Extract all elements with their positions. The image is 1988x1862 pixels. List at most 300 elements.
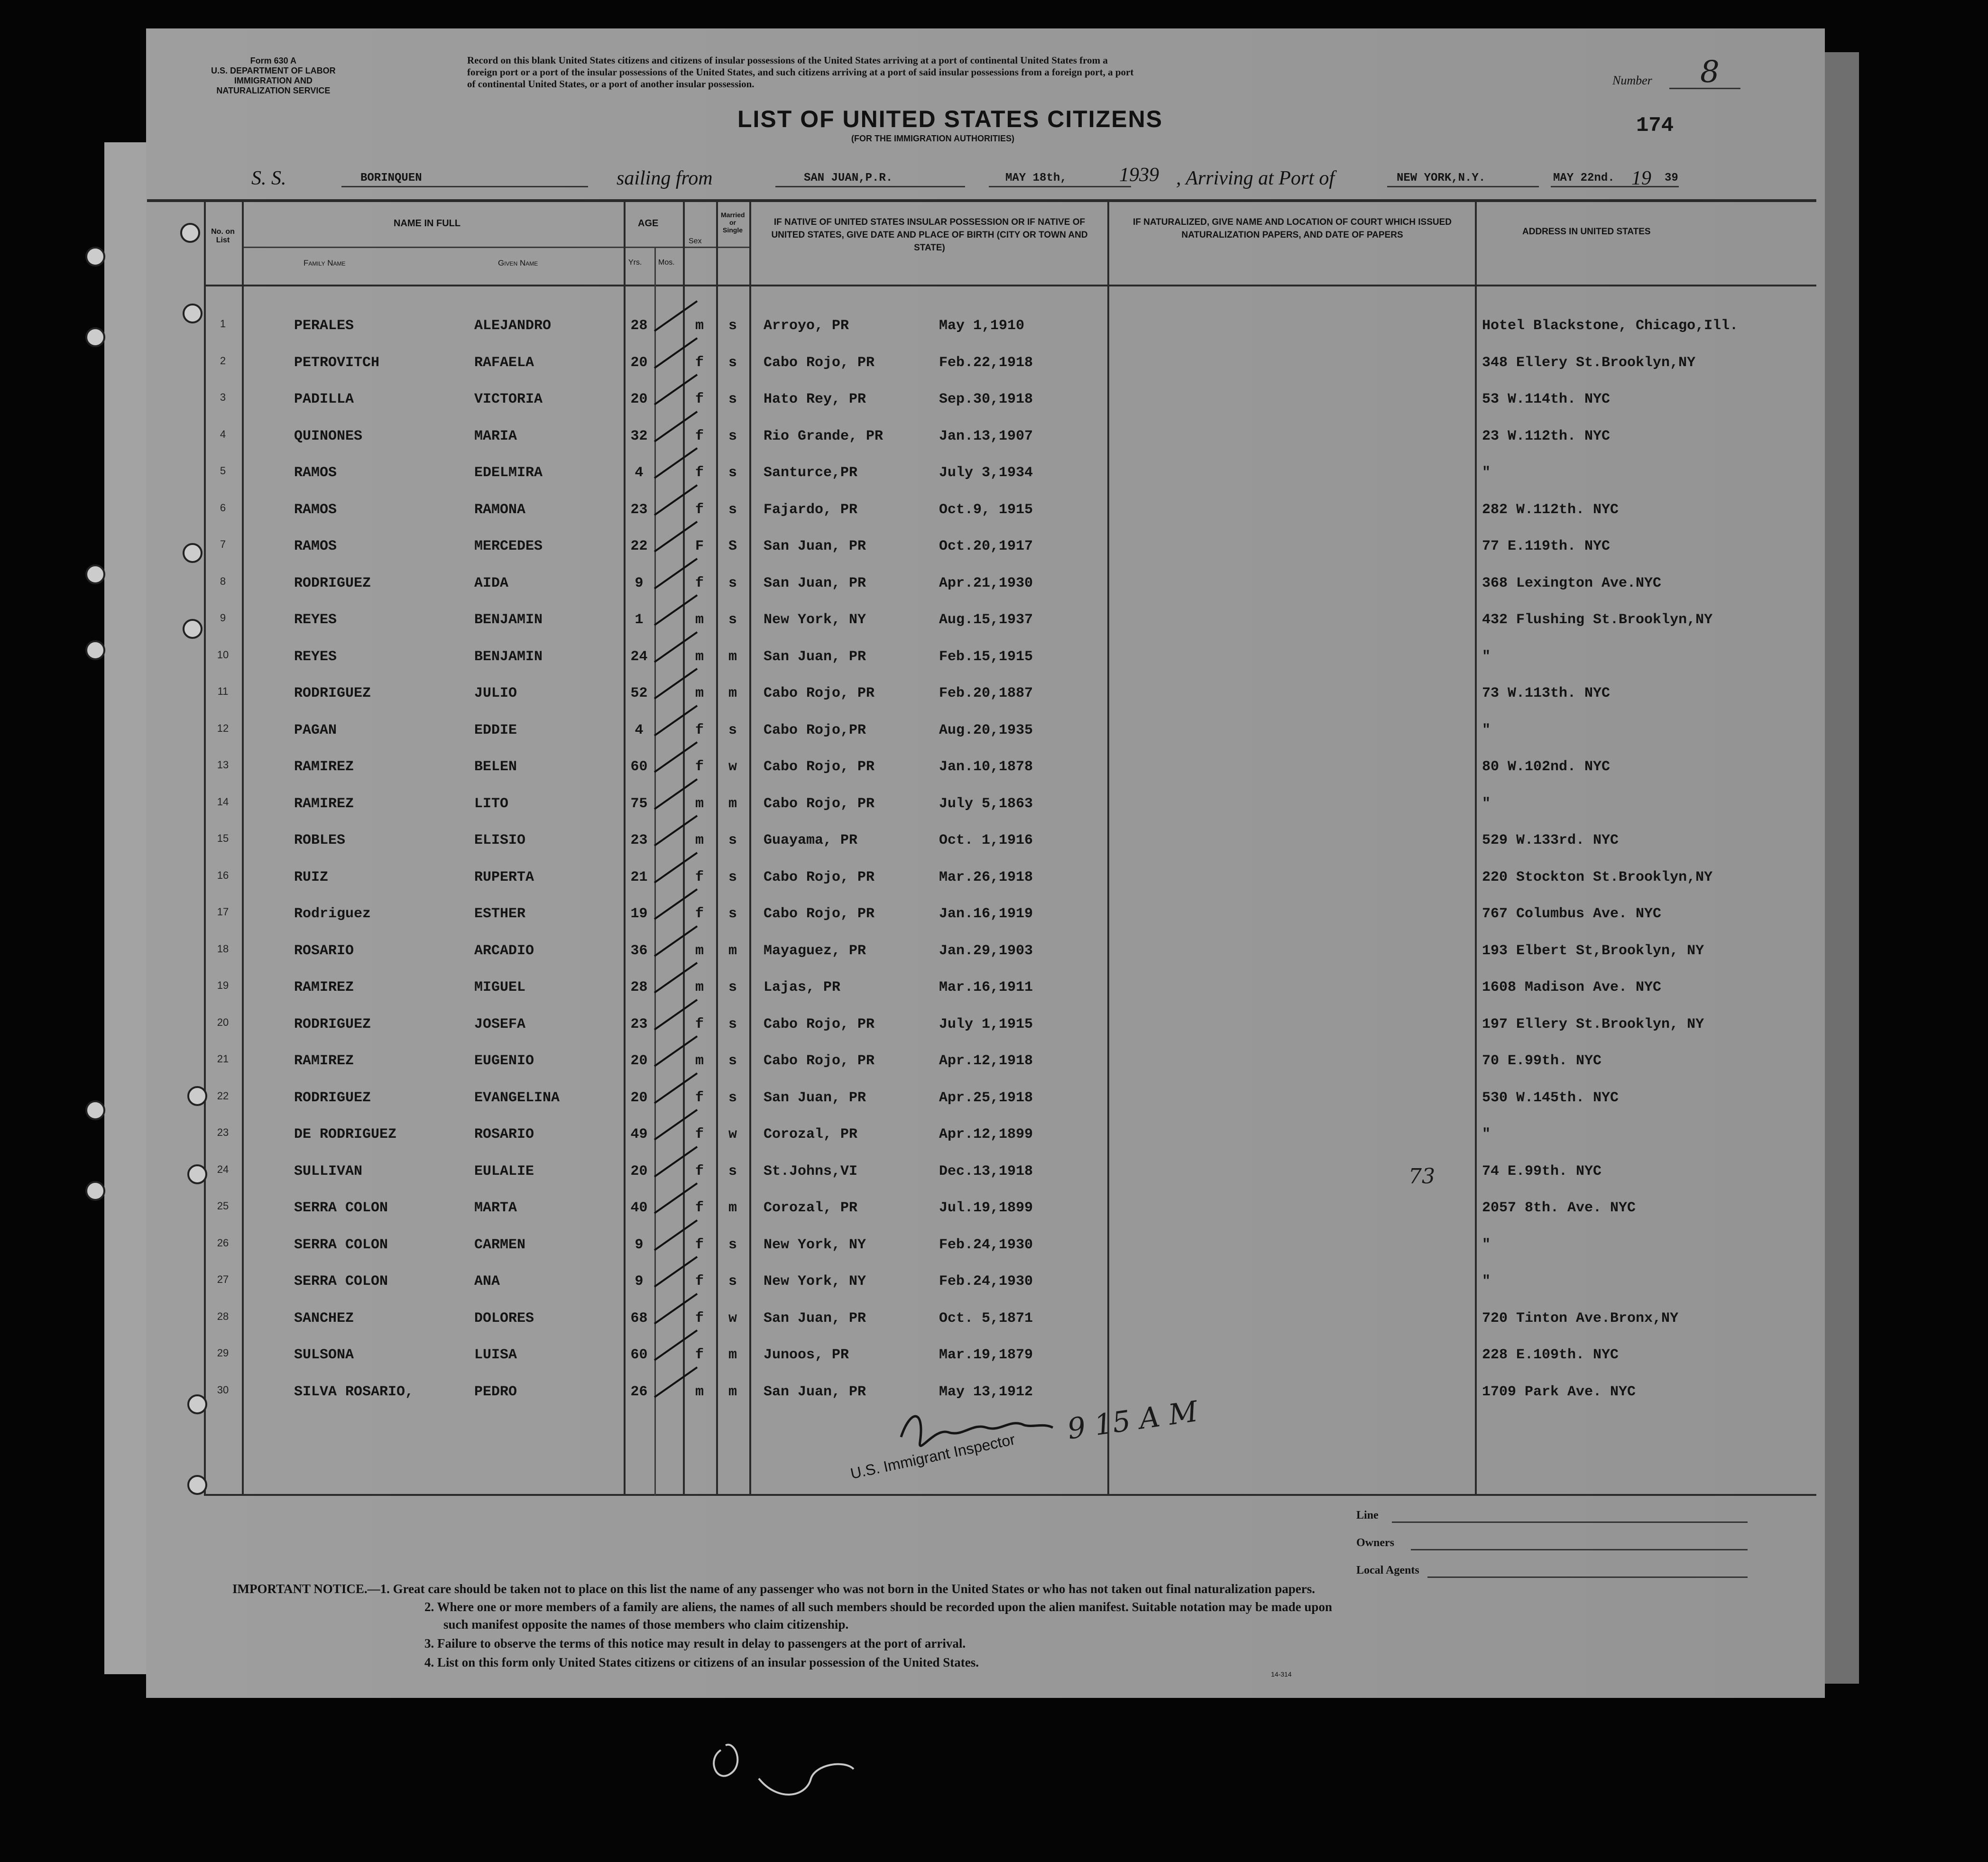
row-address: 70 E.99th. NYC xyxy=(1482,1053,1602,1069)
row-address: " xyxy=(1482,1126,1491,1143)
punch-hole xyxy=(85,247,105,267)
column-divider xyxy=(1475,201,1477,1495)
row-no: 20 xyxy=(217,1016,229,1028)
sheet-number: 174 xyxy=(1636,114,1674,138)
form-code: 14-314 xyxy=(1271,1670,1292,1678)
row-place: Cabo Rojo, PR xyxy=(764,685,875,701)
row-given: ROSARIO xyxy=(474,1126,534,1143)
row-address: 220 Stockton St.Brooklyn,NY xyxy=(1482,869,1713,885)
punch-hole xyxy=(85,564,105,584)
row-place: Corozal, PR xyxy=(764,1200,858,1216)
row-date: Oct. 1,1916 xyxy=(939,832,1033,848)
row-age: 26 xyxy=(630,1384,648,1400)
row-no: 18 xyxy=(217,943,229,955)
punch-hole xyxy=(187,1394,207,1414)
row-sex: m xyxy=(695,832,704,848)
row-family: QUINONES xyxy=(294,428,363,444)
row-no: 10 xyxy=(217,649,229,661)
row-ms: s xyxy=(728,869,737,885)
row-address: " xyxy=(1482,796,1491,812)
row-age: 20 xyxy=(630,1090,648,1106)
header-family-name: Family Name xyxy=(304,258,346,267)
row-date: Feb.24,1930 xyxy=(939,1237,1033,1253)
row-date: Oct.9, 1915 xyxy=(939,502,1033,518)
row-no: 6 xyxy=(220,502,226,514)
row-sex: f xyxy=(695,1016,704,1032)
row-place: Junoos, PR xyxy=(764,1347,849,1363)
owners-label: Owners xyxy=(1356,1537,1394,1549)
row-given: MIGUEL xyxy=(474,979,526,996)
inspector-stamp: U.S. Immigrant Inspector xyxy=(849,1430,1017,1483)
row-place: Corozal, PR xyxy=(764,1126,858,1143)
row-address: 368 Lexington Ave.NYC xyxy=(1482,575,1662,591)
row-place: Guayama, PR xyxy=(764,832,858,848)
row-given: MARTA xyxy=(474,1200,517,1216)
row-place: San Juan, PR xyxy=(764,1384,866,1400)
header-bottom-rule xyxy=(204,285,1816,286)
row-ms: s xyxy=(728,906,737,922)
row-sex: f xyxy=(695,1310,704,1327)
row-date: Feb.22,1918 xyxy=(939,355,1033,371)
row-family: SULSONA xyxy=(294,1347,354,1363)
row-family: PADILLA xyxy=(294,391,354,407)
row-date: July 1,1915 xyxy=(939,1016,1033,1032)
row-age: 28 xyxy=(630,318,648,334)
row-date: Apr.12,1918 xyxy=(939,1053,1033,1069)
header-age: AGE xyxy=(638,218,659,229)
row-no: 26 xyxy=(217,1237,229,1249)
row-given: JOSEFA xyxy=(474,1016,526,1032)
row-sex: f xyxy=(695,1163,704,1180)
row-given: ELISIO xyxy=(474,832,526,848)
row-no: 15 xyxy=(217,832,229,844)
row-given: LITO xyxy=(474,796,509,812)
row-address: 767 Columbus Ave. NYC xyxy=(1482,906,1662,922)
row-address: " xyxy=(1482,465,1491,481)
row-ms: m xyxy=(728,1200,737,1216)
row-address: 197 Ellery St.Brooklyn, NY xyxy=(1482,1016,1704,1032)
notice-item: 2. Where one or more members of a family are aliens, the names of all such members should be recorded upon the alien manifest. Suitable notation may be made upon xyxy=(424,1600,1332,1614)
row-age: 4 xyxy=(635,465,644,481)
instruction-line: of continental United States, or a port of another insular possession. xyxy=(467,78,755,90)
row-age: 36 xyxy=(630,943,648,959)
row-ms: S xyxy=(728,538,737,554)
row-ms: m xyxy=(728,1384,737,1400)
department-line: NATURALIZATION SERVICE xyxy=(216,86,331,95)
arrival-year-prefix: 19 xyxy=(1631,167,1651,189)
row-age: 9 xyxy=(635,1273,644,1290)
row-sex: f xyxy=(695,722,704,738)
row-given: BELEN xyxy=(474,759,517,775)
row-family: Rodriguez xyxy=(294,906,371,922)
row-age: 22 xyxy=(630,538,648,554)
row-sex: f xyxy=(695,759,704,775)
row-age: 32 xyxy=(630,428,648,444)
margin-number: 73 xyxy=(1408,1164,1435,1189)
row-given: ALEJANDRO xyxy=(474,318,552,334)
port-underline xyxy=(775,186,965,187)
row-ms: m xyxy=(728,943,737,959)
row-no: 8 xyxy=(220,575,226,587)
underlying-page-edge xyxy=(104,142,149,1674)
row-sex: f xyxy=(695,355,704,371)
instruction-line: foreign port or a port of the insular possessions of the United States, and such citizens arriving at a port of said insular possessions from a foreign port, a port xyxy=(467,66,1134,78)
header-birth: IF NATIVE OF UNITED STATES INSULAR POSSESSION OR IF NATIVE OF UNITED STATES, GIVE DATE AND PLACE OF BIRTH (CITY OR TOWN AND STATE) xyxy=(771,217,1088,253)
row-sex: f xyxy=(695,1200,704,1216)
row-age: 24 xyxy=(630,649,648,665)
row-place: Fajardo, PR xyxy=(764,502,858,518)
row-given: ANA xyxy=(474,1273,500,1290)
punch-hole xyxy=(85,327,105,347)
row-no: 9 xyxy=(220,612,226,624)
sailing-from-label: sailing from xyxy=(617,167,713,189)
local-agents-label: Local Agents xyxy=(1356,1564,1419,1576)
ship-name: BORINQUEN xyxy=(360,172,422,184)
row-age: 4 xyxy=(635,722,644,738)
row-no: 11 xyxy=(217,685,229,697)
row-place: Rio Grande, PR xyxy=(764,428,884,444)
row-date: Oct. 5,1871 xyxy=(939,1310,1033,1327)
row-address: 74 E.99th. NYC xyxy=(1482,1163,1602,1180)
ss-label: S. S. xyxy=(251,167,286,189)
row-age: 23 xyxy=(630,832,648,848)
row-family: RAMOS xyxy=(294,502,337,518)
punch-hole xyxy=(187,1086,207,1106)
row-age: 20 xyxy=(630,1053,648,1069)
row-place: Cabo Rojo, PR xyxy=(764,796,875,812)
row-family: REYES xyxy=(294,649,337,665)
row-no: 14 xyxy=(217,796,229,808)
row-date: Feb.24,1930 xyxy=(939,1273,1033,1290)
row-sex: m xyxy=(695,649,704,665)
row-address: 228 E.109th. NYC xyxy=(1482,1347,1619,1363)
row-family: RODRIGUEZ xyxy=(294,685,371,701)
row-family: SERRA COLON xyxy=(294,1200,388,1216)
row-place: New York, NY xyxy=(764,1273,866,1290)
row-family: SANCHEZ xyxy=(294,1310,354,1327)
column-divider xyxy=(624,201,626,1495)
row-ms: s xyxy=(728,1237,737,1253)
punch-hole xyxy=(85,1100,105,1120)
row-date: May 13,1912 xyxy=(939,1384,1033,1400)
row-address: 1608 Madison Ave. NYC xyxy=(1482,979,1662,996)
sailing-date: MAY 18th, xyxy=(1005,172,1067,184)
row-family: RODRIGUEZ xyxy=(294,1090,371,1106)
row-date: Aug.20,1935 xyxy=(939,722,1033,738)
row-given: PEDRO xyxy=(474,1384,517,1400)
row-family: DE RODRIGUEZ xyxy=(294,1126,397,1143)
row-sex: f xyxy=(695,1273,704,1290)
row-family: RUIZ xyxy=(294,869,329,885)
row-date: Apr.25,1918 xyxy=(939,1090,1033,1106)
row-address: 530 W.145th. NYC xyxy=(1482,1090,1619,1106)
row-sex: m xyxy=(695,612,704,628)
row-date: Jul.19,1899 xyxy=(939,1200,1033,1216)
row-ms: s xyxy=(728,391,737,407)
row-place: Cabo Rojo,PR xyxy=(764,722,866,738)
punch-hole xyxy=(183,304,202,323)
row-age: 23 xyxy=(630,502,648,518)
row-no: 23 xyxy=(217,1126,229,1138)
row-ms: m xyxy=(728,1347,737,1363)
punch-hole xyxy=(183,619,202,639)
row-ms: s xyxy=(728,1053,737,1069)
row-ms: s xyxy=(728,1273,737,1290)
row-ms: s xyxy=(728,832,737,848)
row-sex: f xyxy=(695,428,704,444)
row-age: 28 xyxy=(630,979,648,996)
row-given: EULALIE xyxy=(474,1163,534,1180)
row-place: Cabo Rojo, PR xyxy=(764,869,875,885)
row-given: CARMEN xyxy=(474,1237,526,1253)
row-family: RAMIREZ xyxy=(294,796,354,812)
row-place: Cabo Rojo, PR xyxy=(764,355,875,371)
table-bottom-rule xyxy=(204,1494,1816,1496)
row-age: 21 xyxy=(630,869,648,885)
row-family: REYES xyxy=(294,612,337,628)
row-age: 49 xyxy=(630,1126,648,1143)
row-given: VICTORIA xyxy=(474,391,543,407)
row-place: San Juan, PR xyxy=(764,1310,866,1327)
row-age: 19 xyxy=(630,906,648,922)
row-family: RAMIREZ xyxy=(294,1053,354,1069)
row-no: 3 xyxy=(220,391,226,403)
row-family: PAGAN xyxy=(294,722,337,738)
punch-hole xyxy=(187,1475,207,1495)
punch-hole xyxy=(187,1164,207,1184)
row-sex: m xyxy=(695,1384,704,1400)
header-address: ADDRESS IN UNITED STATES xyxy=(1522,227,1651,237)
row-age: 75 xyxy=(630,796,648,812)
header-yrs: Yrs. xyxy=(628,258,642,267)
row-no: 21 xyxy=(217,1053,229,1065)
row-date: Sep.30,1918 xyxy=(939,391,1033,407)
sailing-year: 1939 xyxy=(1119,164,1159,186)
row-place: Lajas, PR xyxy=(764,979,841,996)
row-family: RAMOS xyxy=(294,465,337,481)
row-place: Mayaguez, PR xyxy=(764,943,866,959)
row-place: Cabo Rojo, PR xyxy=(764,1053,875,1069)
row-address: 23 W.112th. NYC xyxy=(1482,428,1611,444)
department-line: U.S. DEPARTMENT OF LABOR xyxy=(211,66,336,75)
row-family: SILVA ROSARIO, xyxy=(294,1384,414,1400)
row-address: " xyxy=(1482,1237,1491,1253)
line-field xyxy=(1392,1521,1748,1523)
arrival-port-underline xyxy=(1387,186,1539,187)
row-date: Mar.19,1879 xyxy=(939,1347,1033,1363)
row-date: Dec.13,1918 xyxy=(939,1163,1033,1180)
notice-item: such manifest opposite the names of those members who claim citizenship. xyxy=(443,1617,849,1632)
row-place: San Juan, PR xyxy=(764,575,866,591)
notice-title: IMPORTANT NOTICE. xyxy=(232,1582,368,1596)
row-place: San Juan, PR xyxy=(764,649,866,665)
row-no: 4 xyxy=(220,428,226,440)
table-top-rule xyxy=(147,199,1816,202)
row-age: 40 xyxy=(630,1200,648,1216)
row-sex: f xyxy=(695,869,704,885)
header-no-on-list: No. on List xyxy=(211,228,235,244)
row-date: Feb.20,1887 xyxy=(939,685,1033,701)
row-given: AIDA xyxy=(474,575,509,591)
row-ms: s xyxy=(728,1090,737,1106)
row-age: 52 xyxy=(630,685,648,701)
row-date: Mar.26,1918 xyxy=(939,869,1033,885)
row-family: ROSARIO xyxy=(294,943,354,959)
row-sex: m xyxy=(695,943,704,959)
row-place: Arroyo, PR xyxy=(764,318,849,334)
row-place: Cabo Rojo, PR xyxy=(764,906,875,922)
row-address: 53 W.114th. NYC xyxy=(1482,391,1611,407)
row-ms: m xyxy=(728,685,737,701)
row-given: BENJAMIN xyxy=(474,649,543,665)
row-sex: f xyxy=(695,1347,704,1363)
row-ms: m xyxy=(728,796,737,812)
row-age: 60 xyxy=(630,759,648,775)
row-sex: f xyxy=(695,1126,704,1143)
row-date: Apr.21,1930 xyxy=(939,575,1033,591)
row-place: Cabo Rojo, PR xyxy=(764,759,875,775)
row-address: 73 W.113th. NYC xyxy=(1482,685,1611,701)
row-no: 17 xyxy=(217,906,229,918)
row-no: 7 xyxy=(220,538,226,550)
page-subtitle: (FOR THE IMMIGRATION AUTHORITIES) xyxy=(851,134,1014,143)
row-given: ESTHER xyxy=(474,906,526,922)
row-no: 24 xyxy=(217,1163,229,1175)
row-ms: s xyxy=(728,612,737,628)
page-title: LIST OF UNITED STATES CITIZENS xyxy=(737,106,1163,132)
row-family: SERRA COLON xyxy=(294,1273,388,1290)
row-given: MARIA xyxy=(474,428,517,444)
stray-pen-mark xyxy=(702,1722,892,1816)
form-agency-block xyxy=(211,56,336,96)
row-sex: f xyxy=(695,502,704,518)
header-mos: Mos. xyxy=(658,258,675,267)
header-name-in-full: NAME IN FULL xyxy=(394,218,461,229)
row-no: 16 xyxy=(217,869,229,881)
row-date: Oct.20,1917 xyxy=(939,538,1033,554)
header-given-name: Given Name xyxy=(498,258,538,267)
row-ms: w xyxy=(728,759,737,775)
row-date: Jan.16,1919 xyxy=(939,906,1033,922)
column-divider xyxy=(654,247,656,1495)
row-no: 28 xyxy=(217,1310,229,1322)
row-address: 80 W.102nd. NYC xyxy=(1482,759,1611,775)
row-address: " xyxy=(1482,1273,1491,1290)
row-place: Hato Rey, PR xyxy=(764,391,866,407)
row-family: PERALES xyxy=(294,318,354,334)
row-given: EVANGELINA xyxy=(474,1090,560,1106)
row-age: 60 xyxy=(630,1347,648,1363)
row-ms: s xyxy=(728,979,737,996)
row-place: Santurce,PR xyxy=(764,465,858,481)
row-given: EDELMIRA xyxy=(474,465,543,481)
row-sex: m xyxy=(695,318,704,334)
row-no: 2 xyxy=(220,355,226,367)
row-ms: s xyxy=(728,465,737,481)
row-place: Cabo Rojo, PR xyxy=(764,1016,875,1032)
row-address: 432 Flushing St.Brooklyn,NY xyxy=(1482,612,1713,628)
row-given: MERCEDES xyxy=(474,538,543,554)
row-family: ROBLES xyxy=(294,832,346,848)
row-ms: s xyxy=(728,318,737,334)
row-date: Apr.12,1899 xyxy=(939,1126,1033,1143)
notice-item: 3. Failure to observe the terms of this notice may result in delay to passengers at the port of arrival. xyxy=(424,1636,966,1650)
row-date: July 3,1934 xyxy=(939,465,1033,481)
arrival-date-underline xyxy=(1551,186,1679,187)
row-sex: f xyxy=(695,391,704,407)
form-instructions xyxy=(467,55,1133,90)
column-divider xyxy=(242,201,244,1495)
row-sex: m xyxy=(695,1053,704,1069)
column-divider xyxy=(716,201,718,1495)
date-underline xyxy=(989,186,1131,187)
instruction-line: Record on this blank United States citizens and citizens of insular possessions of the United States arriving at a port of continental United States from a xyxy=(467,55,1108,66)
row-age: 20 xyxy=(630,1163,648,1180)
row-sex: m xyxy=(695,796,704,812)
row-no: 30 xyxy=(217,1384,229,1396)
row-family: SULLIVAN xyxy=(294,1163,363,1180)
row-address: 720 Tinton Ave.Bronx,NY xyxy=(1482,1310,1679,1327)
punch-hole xyxy=(85,640,105,660)
sailing-port: SAN JUAN,P.R. xyxy=(804,172,893,184)
column-divider xyxy=(1107,201,1109,1495)
row-sex: f xyxy=(695,1090,704,1106)
row-no: 5 xyxy=(220,465,226,477)
row-place: New York, NY xyxy=(764,1237,866,1253)
row-address: 529 W.133rd. NYC xyxy=(1482,832,1619,848)
row-sex: f xyxy=(695,465,704,481)
row-sex: f xyxy=(695,906,704,922)
row-address: " xyxy=(1482,722,1491,738)
row-ms: w xyxy=(728,1126,737,1143)
arrival-port: NEW YORK,N.Y. xyxy=(1397,172,1486,184)
row-place: St.Johns,VI xyxy=(764,1163,858,1180)
row-no: 1 xyxy=(220,318,226,330)
inspector-time: 9 15 A M xyxy=(1065,1395,1200,1446)
column-divider xyxy=(749,201,751,1495)
number-label: Number xyxy=(1612,74,1652,87)
row-family: PETROVITCH xyxy=(294,355,380,371)
row-age: 9 xyxy=(635,575,644,591)
row-given: ARCADIO xyxy=(474,943,534,959)
row-given: BENJAMIN xyxy=(474,612,543,628)
row-given: LUISA xyxy=(474,1347,517,1363)
punch-hole xyxy=(180,223,200,243)
row-date: May 1,1910 xyxy=(939,318,1025,334)
row-date: Aug.15,1937 xyxy=(939,612,1033,628)
row-no: 19 xyxy=(217,979,229,991)
row-address: 282 W.112th. NYC xyxy=(1482,502,1619,518)
header-divider xyxy=(242,247,749,248)
row-ms: s xyxy=(728,502,737,518)
row-given: RAFAELA xyxy=(474,355,534,371)
row-age: 23 xyxy=(630,1016,648,1032)
header-sex: Sex xyxy=(689,237,702,245)
row-ms: w xyxy=(728,1310,737,1327)
punch-hole xyxy=(85,1181,105,1201)
row-age: 68 xyxy=(630,1310,648,1327)
row-ms: s xyxy=(728,1163,737,1180)
row-sex: m xyxy=(695,685,704,701)
line-label: Line xyxy=(1356,1509,1379,1521)
row-place: San Juan, PR xyxy=(764,538,866,554)
row-family: SERRA COLON xyxy=(294,1237,388,1253)
row-age: 20 xyxy=(630,391,648,407)
important-notice xyxy=(232,1582,1315,1596)
row-address: Hotel Blackstone, Chicago,Ill. xyxy=(1482,318,1739,334)
row-date: Feb.15,1915 xyxy=(939,649,1033,665)
row-family: RODRIGUEZ xyxy=(294,575,371,591)
